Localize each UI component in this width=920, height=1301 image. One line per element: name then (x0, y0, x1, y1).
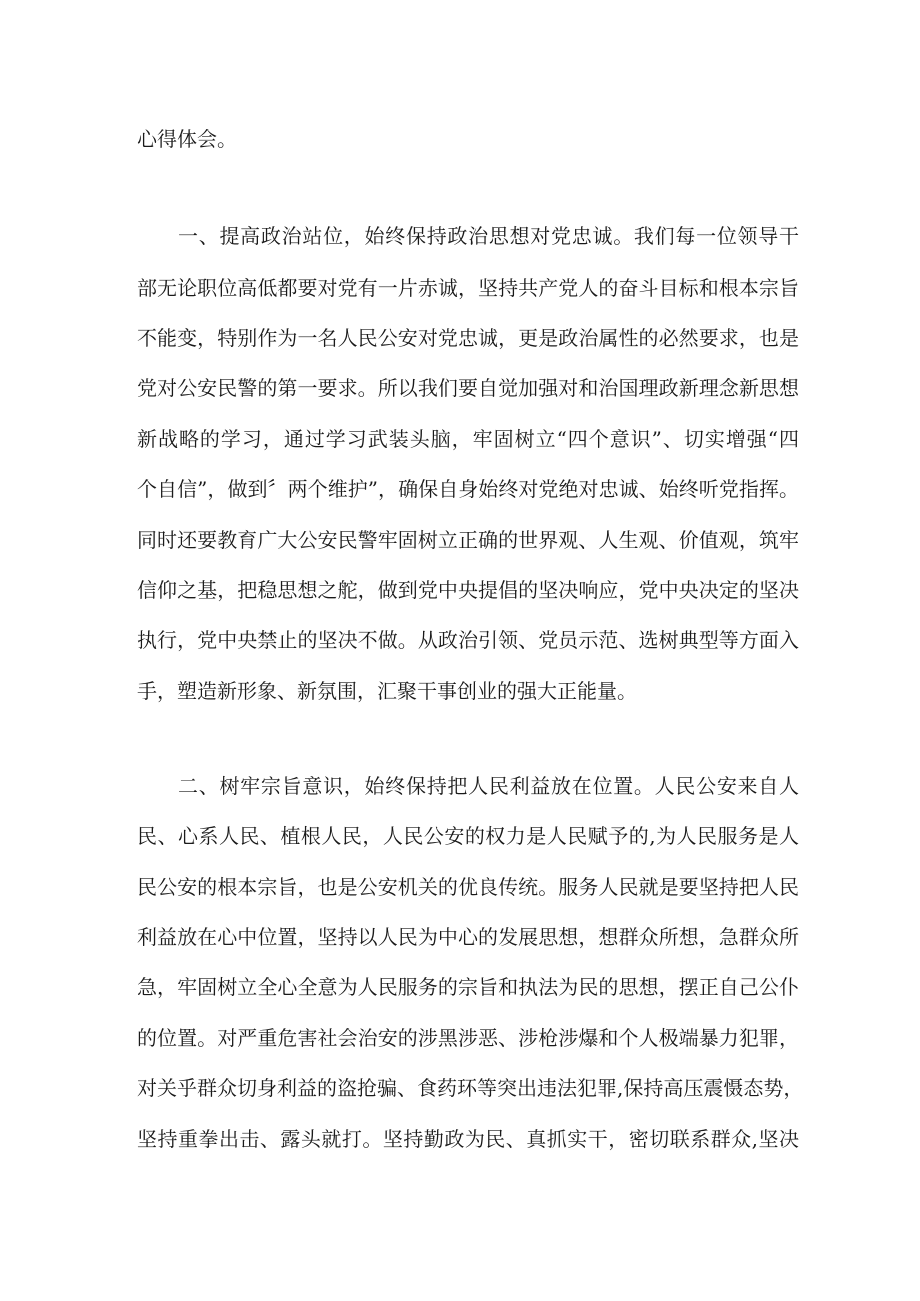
paragraph-line: 急，牢固树立全心全意为人民服务的宗旨和执法为民的思想，摆正自己公仆 (137, 975, 799, 999)
paragraph-line: 执行，党中央禁止的坚决不做。从政治引领、党员示范、选树典型等方面入 (137, 628, 799, 652)
paragraph-line: 信仰之基，把稳思想之舵，做到党中央提倡的坚决响应，党中央决定的坚决 (137, 578, 799, 602)
paragraph-line: 手，塑造新形象、新氛围，汇聚干事创业的强大正能量。 (137, 679, 637, 703)
paragraph-line: 民公安的根本宗旨，也是公安机关的优良传统。服务人民就是要坚持把人民 (137, 875, 799, 899)
paragraph-line: 不能变，特别作为一名人民公安对党忠诚，更是政治属性的必然要求，也是 (137, 326, 799, 350)
paragraph-line: 一、提高政治站位，始终保持政治思想对党忠诚。我们每一位领导干 (178, 224, 799, 248)
paragraph-line: 利益放在心中位置，坚持以人民为中心的发展思想，想群众所想，急群众所 (137, 925, 799, 949)
paragraph-line: 的位置。对严重危害社会治安的涉黑涉恶、涉枪涉爆和个人极端暴力犯罪， (137, 1026, 799, 1050)
paragraph-line: 个自信”，做到〞两个维护”，确保自身始终对党绝对忠诚、始终听党指挥。 (137, 477, 799, 501)
paragraph-line: 对关乎群众切身利益的盗抢骗、食药环等突出违法犯罪,保持高压震慑态势， (137, 1076, 804, 1100)
paragraph-line: 民、心系人民、植根人民，人民公安的权力是人民赋予的,为人民服务是人 (137, 824, 799, 848)
paragraph-line: 党对公安民警的第一要求。所以我们要自觉加强对和治国理政新理念新思想 (137, 376, 799, 400)
paragraph-line: 同时还要教育广大公安民警牢固树立正确的世界观、人生观、价值观，筑牢 (137, 528, 799, 552)
paragraph-line: 二、树牢宗旨意识，始终保持把人民利益放在位置。人民公安来自人 (178, 774, 799, 798)
paragraph-line: 心得体会。 (137, 127, 237, 151)
paragraph-line: 新战略的学习，通过学习武装头脑，牢固树立“四个意识”、切实增强“四 (137, 427, 799, 451)
paragraph-line: 部无论职位高低都要对党有一片赤诚，坚持共产党人的奋斗目标和根本宗旨 (137, 276, 799, 300)
paragraph-line: 坚持重拳出击、露头就打。坚持勤政为民、真抓实干，密切联系群众,坚决 (137, 1127, 799, 1151)
